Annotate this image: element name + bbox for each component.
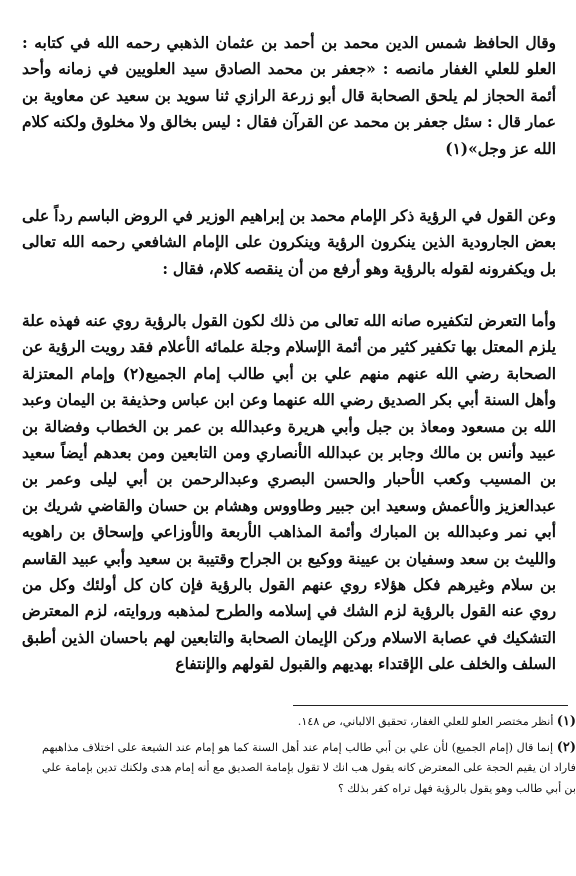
footnote-text: إنما قال (إمام الجميع) لأن علي بن أبي طالب إمام عند أهل السنة كما هو إمام عند الشيعة على اختلاف مذاهبهم فاراد ان يقيم الحجة على المعترض كانه يقول هب انك لا تقول بإمامة الصديق مع أنه إمام هدى ولكنك تدين بإمامة علي بن أبي طالب وهو يقول بالرؤية فهل تراه كفر بذلك ؟ [42,740,576,795]
footnote [42,738,576,800]
footnote-marker: (١) [556,714,576,729]
footnote-marker: (٢) [556,739,576,755]
footnote-divider [293,705,568,706]
footnote [42,712,576,733]
footnotes [42,712,576,799]
body-paragraph: وعن القول في الرؤية ذكر الإمام محمد بن إبراهيم الوزير في الروض الباسم رداً على بعض الجارودية الذين ينكرون الرؤية وينكرون على الإمام الشافعي رحمه الله تعالى بل ويكفرونه لقوله بالرؤية وهو أرفع من أن ينقصه كلام، فقال : [22,207,556,278]
body-paragraph: وأما التعرض لتكفيره صانه الله تعالى من ذلك لكون القول بالرؤية روي عنه فهذه علة يلزم المعتل بها تكفير كثير من أئمة الإسلام وجلة علمائه الأعلام فقد رويت الرؤية عن الصحابة رضي الله عنهم منهم علي بن أبي طالب إمام الجميع(٢) وإمام المعتزلة وأهل السنة أبي بكر الصديق رضي الله عنهما وعن ابن عباس وحذيفة بن اليمان وعبد الله بن مسعود ومعاذ بن جبل وأبي هريرة وعبدالله بن عمر بن الخطاب وفضالة بن عبيد وأنس بن مالك وجابر بن عبدالله الأنصاري ومن التابعين ومن بعدهم أيضاً سعيد بن المسيب وكعب الأحبار والحسن البصري وعبدالرحمن بن أبي ليلى وعمر بن عبدالعزيز والأعمش وسعيد ابن جبير وطاووس وهشام بن حسان والقاضي شريك بن أبي نمر وعبدالله بن المبارك وأئمة المذاهب الأربعة والأوزاعي وإسحاق بن راهويه والليث بن سعد وسفيان بن عيينة ووكيع بن الجراح وقتيبة بن سعيد وأبي عبيد القاسم بن سلام وغيرهم فكل هؤلاء روي عنهم القول بالرؤية فإن كان كل أولئك وكل من روي عنه القول بالرؤية لزم الشك في إسلامه والطرح لمذهبه وروايته، لزم المعترض التشكيك في عصابة الاسلام وركن الإيمان الصحابة والتابعين لهم باحسان الذين أطبق السلف والخلف على الإقتداء بهديهم والقبول لقولهم والإنتفاع [22,312,556,674]
footnote-text: أنظر مختصر العلو للعلي الغفار، تحقيق الالباني، ص ١٤٨. [297,715,554,728]
body-paragraph: وقال الحافظ شمس الدين محمد بن أحمد بن عثمان الذهبي رحمه الله في كتابه : العلو للعلي الغفار مانصه : «جعفر بن محمد الصادق سيد العلويين في زمانه وأحد أئمة الحجاز لم يلحق الصحابة قال أبو زرعة الرازي ثنا سويد بن سعيد عن معاوية بن عمار قال : سئل جعفر بن محمد عن القرآن فقال : ليس بخالق ولا مخلوق ولكنه كلام الله عز وجل»(١) [22,34,556,158]
